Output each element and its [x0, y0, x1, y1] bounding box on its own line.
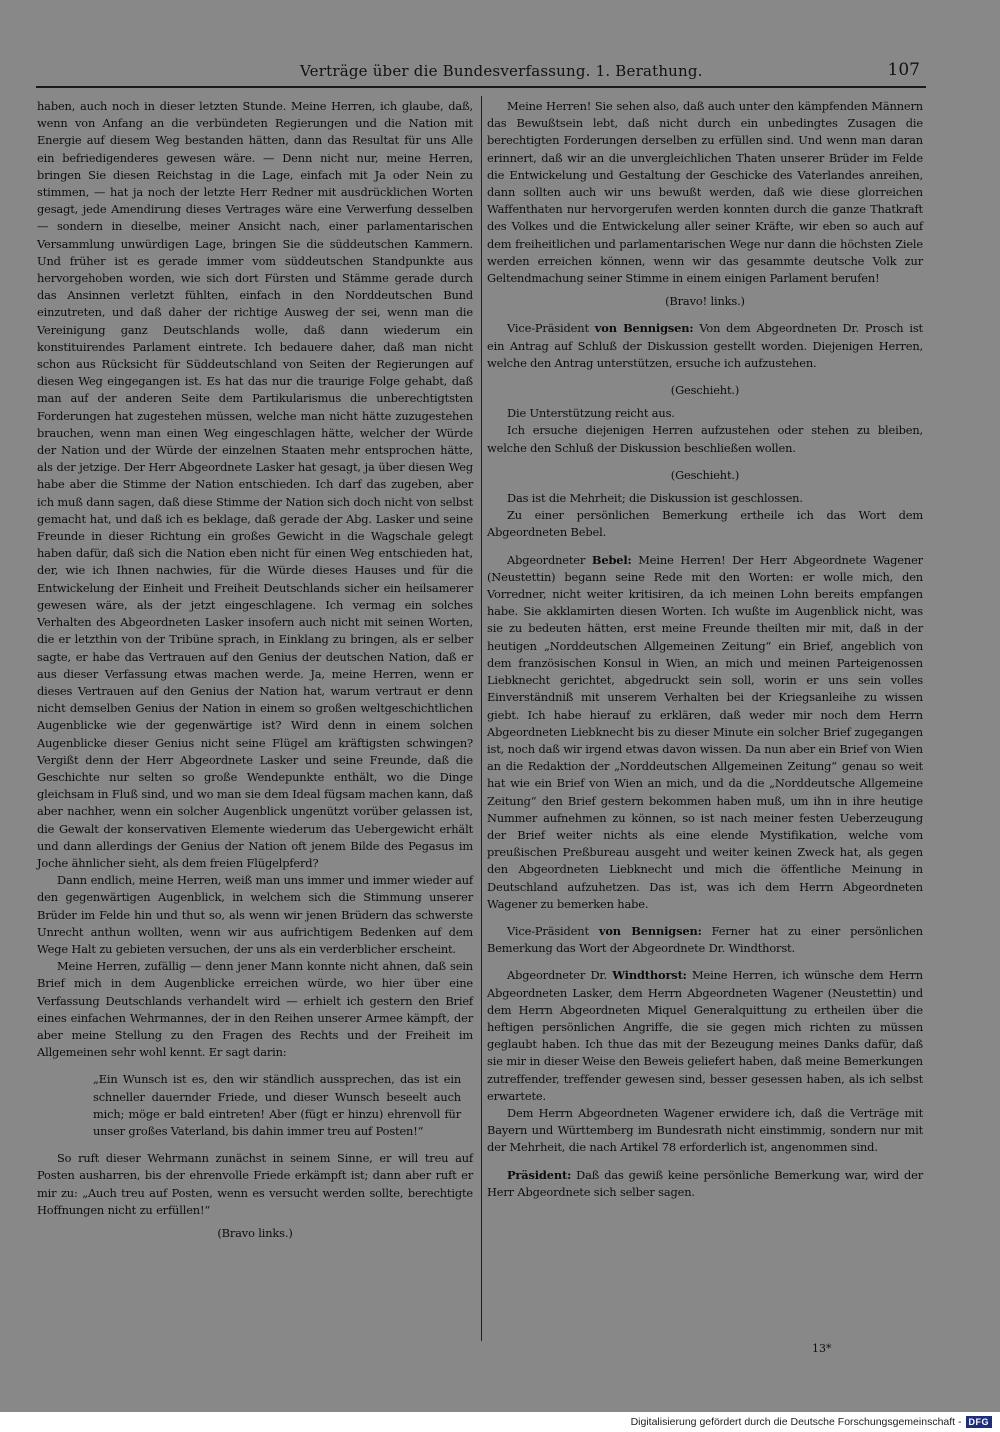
page-number: 107: [887, 60, 920, 80]
paragraph: Ich ersuche diejenigen Herren aufzustehen oder stehen zu bleiben, welche den Schluß der Diskussion beschließen wollen.: [487, 423, 923, 455]
applause-note: (Bravo links.): [217, 1226, 293, 1240]
speaker-name: Bebel:: [591, 552, 632, 567]
paragraph: So ruft dieser Wehrmann zunächst in seinem Sinne, er will treu auf Posten ausharren, bis der ehrenvolle Friede erkämpft ist; dann aber ruft er mir zu: „Auch treu auf Posten, wenn es versucht werden sollte, berechtigte Hoffnungen nicht zu erfüllen!“: [37, 1151, 473, 1217]
paragraph: Die Unterstützung reicht aus.: [507, 406, 675, 421]
running-title: Verträge über die Bundesverfassung. 1. Berathung.: [300, 62, 703, 80]
paragraph: Zu einer persönlichen Bemerkung ertheile ich das Wort dem Abgeordneten Bebel.: [487, 508, 923, 540]
speaker-role: Vice-Präsident: [507, 321, 589, 336]
speaker-paragraph: [487, 1167, 923, 1201]
left-column: [37, 98, 473, 1248]
stage-note: (Geschieht.): [670, 383, 740, 398]
speech-text: Meine Herren! Der Herr Abgeordnete Wagener (Neustettin) begann seine Rede mit den Worten: er wolle mich, den Vorredner, nicht weiter kritisiren, da ich meinen Lohn bereits empfangen habe. Sie akklamirten diesen Worten. Ich wußte im Augenblick nicht, was sie zu bedeuten hätten, erst meine Freunde theilten mir mit, daß in der heutigen „Norddeutschen Allgemeinen Zeitung“ ein Brief, angeblich von dem französischen Konsul in Wien, an mich und meinen Parteigenossen Liebknecht gerichtet, abgedruckt sein soll, worin er uns sein volles Einverständniß mit unserem Verhalten bei der Kriegsanleihe zu wissen giebt. Ich habe hierauf zu erklären, daß weder mir noch dem Herrn Abgeordneten Liebknecht bis zu dieser Minute ein solcher Brief zugegangen ist, noch daß wir irgend etwas davon wissen. Da nun aber ein Brief von Wien an die Redaktion der „Norddeutschen Allgemeinen Zeitung“ genau so weit hat wie ein Brief von Wien an mich, und da die „Norddeutsche Allgemeine Zeitung“ den Brief gestern bekommen haben muß, um ihn in ihre heutige Nummer aufnehmen zu können, so ist nach meiner festen Ueberzeugung der Brief weiter nichts als eine elende Mystifikation, welche vom preußischen Preßbureau ausgeht und weiter keinen Zweck hat, als gegen den Abgeordneten Liebknecht und mich die öffentliche Meinung in Deutschland aufzuhetzen. Das ist, was ich dem Herrn Abgeordneten Wagener zu bemerken habe.: [487, 552, 923, 911]
speaker-name: Präsident:: [507, 1167, 572, 1182]
applause-note: (Bravo! links.): [665, 294, 745, 309]
paragraph: Meine Herren! Sie sehen also, daß auch unter den kämpfenden Männern das Bewußtsein lebt, daß nicht durch ein unbedingtes Zusagen die berechtigten Forderungen derselben zu erfüllen sind. Und wenn man daran erinnert, daß wir an die unvergleichlichen Thaten unserer Brüder im Felde die Entwickelung und Gestaltung der Geschicke des Vaterlandes anreihen, dann sollten auch wir uns bewußt werden, daß wie diese glorreichen Waffenthaten nur hervorgerufen werden konnten durch die ganze Thatkraft des Volkes und die Entwickelung aller seiner Kräfte, wir eben so auch auf dem freiheitlichen und parlamentarischen Wege nur dann die höchsten Ziele werden erreichen können, wenn wir das gesammte deutsche Volk zur Geltendmachung seiner Stimme in einem einigen Parlament berufen!: [487, 99, 923, 286]
speech-text: Von dem Abgeordneten Dr. Prosch ist ein Antrag auf Schluß der Diskussion gestellt worden. Diejenigen Herren, welche den Antrag unterstützen, ersuche ich aufzustehen.: [487, 321, 923, 370]
page-header: [300, 60, 920, 84]
letter-quote: „Ein Wunsch ist es, den wir ständlich aussprechen, das ist ein schneller dauernder Friede, und dieser Wunsch beseelt auch mich; möge er bald eintreten! Aber (fügt er hinzu) ehrenvoll für unser großes Vaterland, bis dahin immer treu auf Posten!“: [93, 1072, 461, 1138]
header-rule: [36, 86, 926, 88]
dfg-logo: DFG: [966, 1416, 993, 1428]
footer-text: Digitalisierung gefördert durch die Deutsche Forschungsgemeinschaft -: [630, 1416, 962, 1429]
paragraph: Dem Herrn Abgeordneten Wagener erwidere ich, daß die Verträge mit Bayern und Württemberg im Bundesrath nicht einstimmig, sondern nur mit der Mehrheit, die nach Artikel 78 erforderlich ist, angenommen sind.: [487, 1105, 923, 1155]
speaker-paragraph: [487, 923, 923, 957]
paragraph: Das ist die Mehrheit; die Diskussion ist geschlossen.: [507, 491, 803, 506]
paragraph: haben, auch noch in dieser letzten Stunde. Meine Herren, ich glaube, daß, wenn von Anfang an die verbündeten Regierungen und die Nation mit Energie auf diesem Weg bestanden hätten, dann das Resultat für uns Alle ein befriedigenderes gewesen wäre. — Denn nicht nur, meine Herren, bringen Sie diesen Reichstag in die Lage, einfach mit Ja oder Nein zu stimmen, — hat ja noch der letzte Herr Redner mit ausdrücklichen Worten gesagt, jede Amendirung dieses Vertrages wäre eine Verwerfung desselben — sondern in dieselbe, meiner Ansicht nach, einer parlamentarischen Versammlung unwürdigen Lage, bringen Sie die süddeutschen Kammern. Und früher ist es gerade immer vom süddeutschen Standpunkte aus hervorgehoben worden, wie sich dort Fürsten und Stämme gerade durch das Ansinnen verletzt fühlten, einfach in den Norddeutschen Bund einzutreten, und daß daher der richtige Ausweg der sei, wenn man die Vereinigung ganz Deutschlands wolle, daß dann wiederum ein konstituirendes Parlament eintrete. Ich bedauere daher, daß man nicht schon aus Rücksicht für Süddeutschland von Seiten der Regierungen auf diesen Weg eingegangen ist. Es hat das nur die traurige Folge gehabt, daß man auf der anderen Seite dem Partikularismus die unberechtigtsten Forderungen hat zugestehen müssen, welche man nicht hätte zuzugestehen brauchen, wenn man einen Weg eingeschlagen hätte, welcher der Würde der Nation und der Würde der einzelnen Staaten mehr entsprochen hätte, als der jetzige. Der Herr Abgeordnete Lasker hat gesagt, ja über diesen Weg habe aber die Stimme der Nation entschieden. Ich darf das zugeben, aber ich muß dann sagen, daß diese Stimme der Nation sich doch nicht von selbst gemacht hat, und daß ich es beklage, daß gerade der Abg. Lasker und seine Freunde in dieser Richtung ein großes Gewicht in die Wagschale gelegt haben dafür, daß sich die Nation eben nicht für einen Weg entschieden hat, der, wie ich Ihnen nachwies, für die Würde dieses Hauses und für die Entwickelung der Einheit und Freiheit Deutschlands sicher ein heilsamerer gewesen wäre, als der jetzt eingeschlagene. Ich vermag ein solches Verhalten des Abgeordneten Lasker insofern auch nicht mit seinen Worten, die er letzthin von der Tribüne sprach, in Einklang zu bringen, als er selber sagte, er habe das Vertrauen auf den Genius der deutschen Nation, daß er aus dieser Verfassung etwas machen werde. Ja, meine Herren, wenn er dieses Vertrauen auf den Genius der Nation hat, warum vertraut er denn nicht demselben Genius der Nation in einem so großen weltgeschichtlichen Augenblicke wie der gegenwärtige ist? Wird denn in einem solchen Augenblicke dieser Genius nicht seine Flügel am kräftigsten schwingen? Vergißt denn der Herr Abgeordnete Lasker und seine Freunde, daß die Geschichte nur selten so große Wendepunkte enthält, wo die Dinge gleichsam in Fluß sind, und wo man sie dem Ideal fügsam machen kann, daß aber nachher, wenn ein solcher Augenblick ungenützt vorüber gelassen ist, die Gewalt der konservativen Elemente wiederum das Uebergewicht erhält und dann allerdings der Genius der Nation oft jenem Bilde des Pegasus im Joche ähnlicher sieht, als dem freien Flügelpferd?: [37, 99, 473, 870]
speech-text: Ferner hat zu einer persönlichen Bemerkung das Wort der Abgeordnete Dr. Windthorst.: [487, 923, 923, 956]
speaker-paragraph: [487, 967, 923, 1105]
speaker-name: von Bennigsen:: [598, 923, 702, 938]
column-divider: [481, 96, 482, 1341]
paragraph: Dann endlich, meine Herren, weiß man uns immer und immer wieder auf den gegenwärtigen Augenblick, in welchem sich die Stimmung unserer Brüder im Felde hin und thut so, als wenn wir jenen Brüdern das schwerste Unrecht anthun wollten, wenn wir aus aufrichtigem Bedenken auf dem Wege Halt zu gebieten versuchen, der uns als ein verderblicher erscheint.: [37, 873, 473, 956]
speaker-name: Windthorst:: [612, 968, 687, 983]
speaker-role: Abgeordneter: [507, 552, 586, 567]
signature-mark: 13*: [812, 1342, 832, 1355]
right-column: [487, 98, 923, 1201]
speaker-role: Vice-Präsident: [507, 923, 589, 938]
speech-text: Daß das gewiß keine persönliche Bemerkung war, wird der Herr Abgeordnete sich selber sagen.: [487, 1167, 923, 1199]
paragraph: Meine Herren, zufällig — denn jener Mann konnte nicht ahnen, daß sein Brief mich in dem Augenblicke erreichen würde, wo hier über eine Verfassung Deutschlands verhandelt wird — erhielt ich gestern den Brief eines einfachen Wehrmannes, der in den Reihen unserer Armee kämpft, der aber meine Stellung zu den Fragen des Rechts und der Freiheit im Allgemeinen sehr wohl kennt. Er sagt darin:: [37, 959, 473, 1060]
stage-note: (Geschieht.): [670, 467, 740, 482]
speaker-paragraph: [487, 552, 923, 913]
speech-text: Meine Herren, ich wünsche dem Herrn Abgeordneten Lasker, dem Herrn Abgeordneten Wagener (Neustettin) und dem Herrn Abgeordneten Miquel Generalquittung zu ertheilen über die heftigen persönlichen Angriffe, die sie gegen mich richten zu müssen geglaubt haben. Ich thue das mit der Bezeugung meines Danks dafür, daß sie mir in dieser Weise den Beweis geliefert haben, daß meine Bemerkungen zutreffender, treffender gewesen sind, besser gesessen haben, als ich selbst erwartete.: [487, 968, 923, 1103]
footer-credit: [631, 1416, 992, 1430]
speaker-role: Abgeordneter Dr.: [507, 968, 607, 983]
speaker-name: von Bennigsen:: [594, 321, 694, 336]
speaker-paragraph: [487, 320, 923, 372]
